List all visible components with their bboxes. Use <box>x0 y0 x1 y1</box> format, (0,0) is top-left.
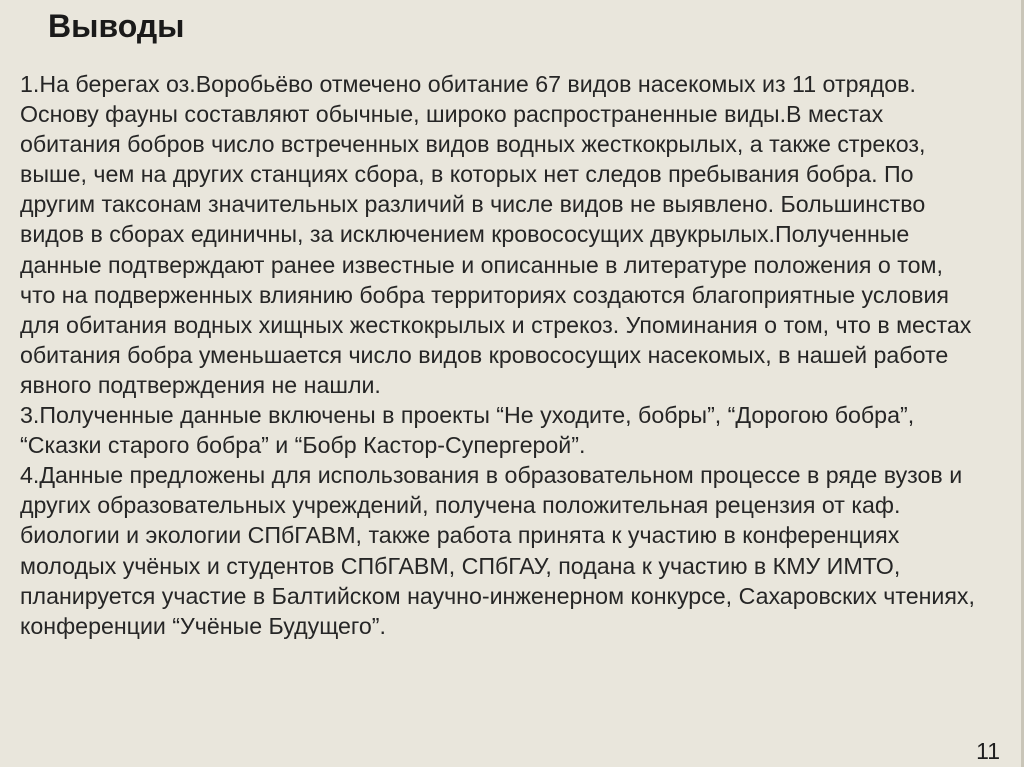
conclusion-paragraph-1: 1.На берегах оз.Воробьёво отмечено обитание 67 видов насекомых из 11 отрядов. Основу фауны составляют обычные, широко распространенные виды.В местах обитания бобров число встреченных видов водных жесткокрылых, а также стрекоз, выше, чем на других станциях сбора, в которых нет следов пребывания бобра. По другим таксонам значительных различий в числе видов не выявлено. Большинство видов в сборах единичны, за исключением кровососущих двукрылых.Полученные данные подтверждают ранее известные и описанные в литературе положения о том, что на подверженных влиянию бобра территориях создаются благоприятные условия для обитания водных хищных жесткокрылых и стрекоз. Упоминания о том, что в местах обитания бобра уменьшается число видов кровососущих насекомых, в нашей работе явного подтверждения не нашли. <box>20 71 972 398</box>
conclusion-paragraph-4: 4.Данные предложены для использования в образовательном процессе в ряде вузов и других образовательных учреждений, получена положительная рецензия от каф. биологии и экологии СПбГАВМ, также работа принята к участию в конференциях молодых учёных и студентов СПбГАВМ, СПбГАУ, подана к участию в КМУ ИМТО, планируется участие в Балтийском научно-инженерном конкурсе, Сахаровских чтениях, конференции “Учёные Будущего”. <box>20 462 975 639</box>
conclusion-paragraph-3: 3.Полученные данные включены в проекты “Не уходите, бобры”, “Дорогою бобра”, “Сказки старого бобра” и “Бобр Кастор-Супергерой”. <box>20 402 915 459</box>
slide-title: Выводы <box>48 8 185 44</box>
slide-body <box>20 69 980 641</box>
slide-number: 11 <box>976 738 1000 764</box>
